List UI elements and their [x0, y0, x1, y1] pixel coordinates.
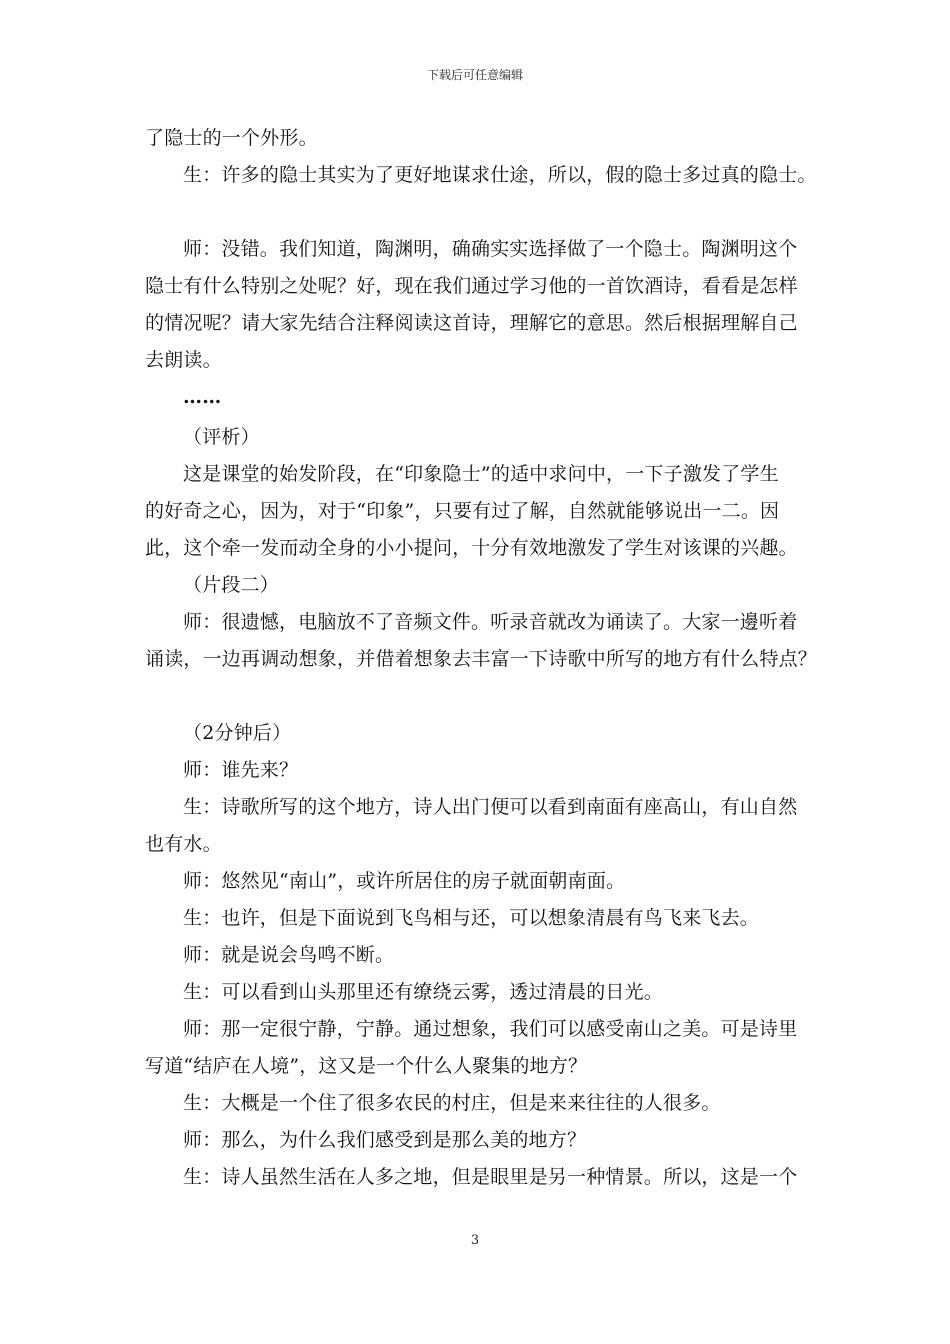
- text-line: 了隐士的一个外形。: [145, 127, 318, 149]
- text-line: 师：那么，为什么我们感受到是那么美的地方？: [183, 1129, 587, 1151]
- text-line: （评析）: [183, 426, 260, 448]
- text-line: 师：谁先来？: [183, 759, 299, 781]
- text-line: 的情况呢？请大家先结合注释阅读这首诗，理解它的意思。然后根据理解自己: [145, 312, 798, 334]
- text-line: ……: [183, 386, 222, 408]
- text-line: （2分钟后）: [183, 722, 292, 744]
- text-line: 生：可以看到山头那里还有缭绕云雾，透过清晨的日光。: [183, 981, 664, 1003]
- text-line: 此，这个牵一发而动全身的小小提问，十分有效地激发了学生对该课的兴趣。: [145, 537, 798, 559]
- text-line: 写道“结庐在人境”，这又是一个什么人聚集的地方？: [145, 1055, 588, 1077]
- text-line: 师：很遗憾，电脑放不了音频文件。听录音就改为诵读了。大家一邊听着: [183, 611, 798, 633]
- text-line: 师：没错。我们知道，陶渊明，确确实实选择做了一个隐士。陶渊明这个: [183, 238, 798, 260]
- text-line: 也有水。: [145, 833, 222, 855]
- text-line: 师：就是说会鸟鸣不断。: [183, 944, 395, 966]
- text-line: 生：诗人虽然生活在人多之地，但是眼里是另一种情景。所以，这是一个: [183, 1166, 798, 1188]
- text-line: 生：许多的隐士其实为了更好地谋求仕途，所以，假的隐士多过真的隐士。: [183, 164, 817, 186]
- text-line: 生：也许，但是下面说到飞鸟相与还，可以想象清晨有鸟飞来飞去。: [183, 907, 760, 929]
- text-line: 这是课堂的始发阶段，在“印象隐士”的适中求问中，一下子激发了学生: [183, 463, 779, 485]
- text-line: 诵读，一边再调动想象，并借着想象去丰富一下诗歌中所写的地方有什么特点？: [145, 648, 818, 670]
- text-line: 隐士有什么特别之处呢？好，现在我们通过学习他的一首饮酒诗，看看是怎样: [145, 275, 798, 297]
- page-number: 3: [470, 1233, 480, 1248]
- text-line: 的好奇之心，因为，对于“印象”，只要有过了解，自然就能够说出一二。因: [145, 500, 780, 522]
- text-line: 生：诗歌所写的这个地方，诗人出门便可以看到南面有座高山，有山自然: [183, 796, 798, 818]
- text-line: （片段二）: [183, 574, 280, 596]
- text-line: 师：那一定很宁静，宁静。通过想象，我们可以感受南山之美。可是诗里: [183, 1018, 798, 1040]
- text-line: 师：悠然见“南山”，或许所居住的房子就面朝南面。: [183, 870, 626, 892]
- text-line: 生：大概是一个住了很多农民的村庄，但是来来往往的人很多。: [183, 1092, 721, 1114]
- page-header: 下载后可任意编辑: [426, 68, 523, 82]
- text-line: 去朗读。: [145, 349, 222, 371]
